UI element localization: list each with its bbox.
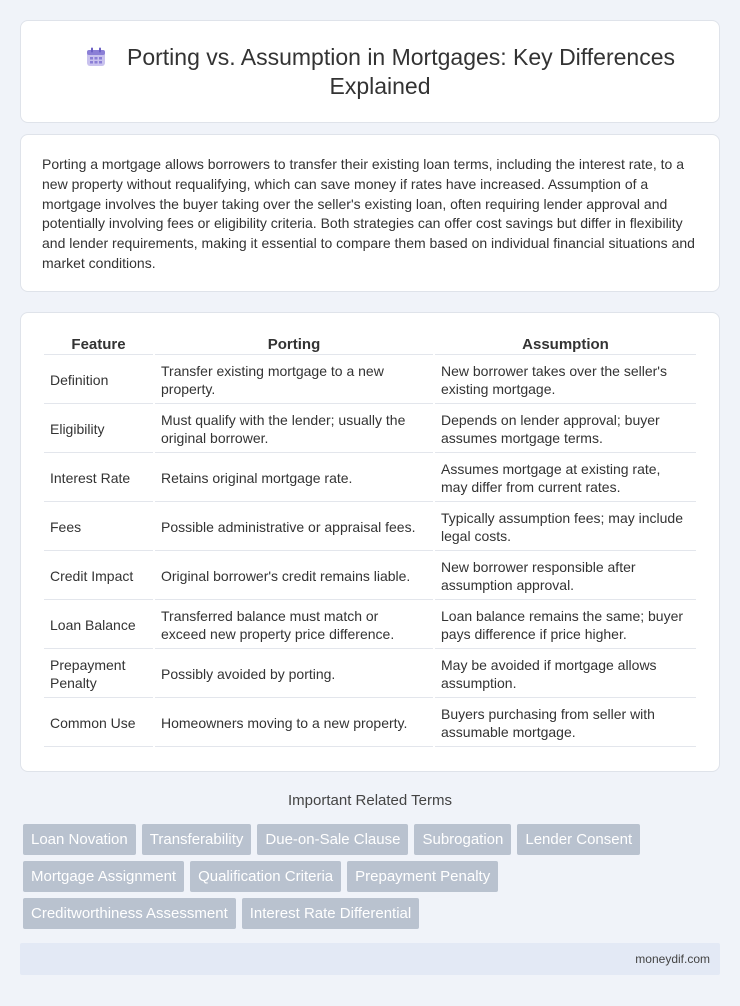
table-cell-feature: Common Use — [44, 700, 153, 747]
table-cell-assumption: Assumes mortgage at existing rate, may differ from current rates. — [435, 455, 696, 502]
table-cell-assumption: New borrower responsible after assumption approval. — [435, 553, 696, 600]
related-term-tag[interactable]: Lender Consent — [517, 824, 640, 855]
table-row — [44, 455, 696, 502]
table-row — [44, 357, 696, 404]
column-header-feature: Feature — [44, 335, 153, 355]
comparison-table — [42, 333, 698, 749]
table-cell-feature: Credit Impact — [44, 553, 153, 600]
intro-card — [20, 134, 720, 292]
related-term-tag[interactable]: Transferability — [142, 824, 252, 855]
table-cell-feature: Eligibility — [44, 406, 153, 453]
table-cell-porting: Retains original mortgage rate. — [155, 455, 433, 502]
table-row — [44, 504, 696, 551]
table-cell-assumption: May be avoided if mortgage allows assumption. — [435, 651, 696, 698]
related-term-tag[interactable]: Qualification Criteria — [190, 861, 341, 892]
table-cell-assumption: Depends on lender approval; buyer assumes mortgage terms. — [435, 406, 696, 453]
table-cell-feature: Interest Rate — [44, 455, 153, 502]
related-term-tag[interactable]: Interest Rate Differential — [242, 898, 419, 929]
table-header-row — [44, 335, 696, 355]
table-cell-assumption: Loan balance remains the same; buyer pays difference if price higher. — [435, 602, 696, 649]
table-row — [44, 406, 696, 453]
table-cell-feature: Loan Balance — [44, 602, 153, 649]
table-cell-porting: Original borrower's credit remains liable. — [155, 553, 433, 600]
table-row — [44, 553, 696, 600]
related-terms-heading: Important Related Terms — [288, 792, 452, 809]
table-cell-porting: Possibly avoided by porting. — [155, 651, 433, 698]
table-cell-assumption: Typically assumption fees; may include legal costs. — [435, 504, 696, 551]
page-title — [61, 43, 699, 101]
table-cell-feature: Prepayment Penalty — [44, 651, 153, 698]
related-term-tag[interactable]: Mortgage Assignment — [23, 861, 184, 892]
related-term-tag[interactable]: Due-on-Sale Clause — [257, 824, 408, 855]
table-cell-porting: Transferred balance must match or exceed new property price difference. — [155, 602, 433, 649]
table-cell-assumption: New borrower takes over the seller's existing mortgage. — [435, 357, 696, 404]
related-terms-list — [23, 824, 713, 929]
title-card — [20, 20, 720, 123]
footer-site-link[interactable]: moneydif.com — [635, 952, 710, 966]
page-title-text: Porting vs. Assumption in Mortgages: Key Differences Explained — [126, 44, 675, 99]
table-cell-feature: Definition — [44, 357, 153, 404]
intro-paragraph: Porting a mortgage allows borrowers to transfer their existing loan terms, including the interest rate, to a new property without requalifying, which can save money if rates have increased. Assumption of a mortgage involves the buyer taking over the seller's existing loan, often requiring lender approval and potentially involving fees or eligibility criteria. Both strategies can offer cost savings but differ in flexibility and lender requirements, making it essential to compare them based on individual financial situations and market conditions. — [42, 156, 695, 271]
table-cell-porting: Must qualify with the lender; usually the original borrower. — [155, 406, 433, 453]
column-header-assumption: Assumption — [435, 335, 696, 355]
related-term-tag[interactable]: Prepayment Penalty — [347, 861, 498, 892]
related-term-tag[interactable]: Loan Novation — [23, 824, 136, 855]
footer-bar — [20, 943, 720, 975]
table-row — [44, 651, 696, 698]
table-cell-porting: Transfer existing mortgage to a new property. — [155, 357, 433, 404]
table-row — [44, 700, 696, 747]
table-row — [44, 602, 696, 649]
comparison-table-card — [20, 312, 720, 772]
calendar-icon — [85, 46, 107, 68]
table-cell-porting: Homeowners moving to a new property. — [155, 700, 433, 747]
related-term-tag[interactable]: Creditworthiness Assessment — [23, 898, 236, 929]
related-term-tag[interactable]: Subrogation — [414, 824, 511, 855]
table-cell-assumption: Buyers purchasing from seller with assumable mortgage. — [435, 700, 696, 747]
table-cell-porting: Possible administrative or appraisal fees. — [155, 504, 433, 551]
table-cell-feature: Fees — [44, 504, 153, 551]
column-header-porting: Porting — [155, 335, 433, 355]
